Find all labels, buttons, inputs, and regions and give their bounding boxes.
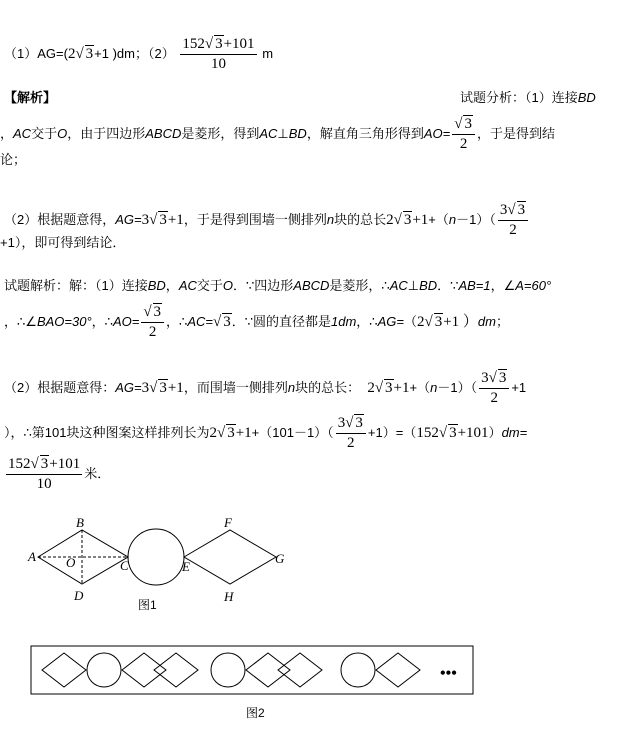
rhombus-efgh	[184, 530, 276, 584]
answer-unit: m	[262, 45, 274, 61]
solution-line2: ，∴∠BAO=30°，∴AO= $\frac{√ 3}{2}$ ，∴AC=√ 3．∵圆的直径都是1dm，∴AG=（2√ 3+1 ）dm；	[4, 304, 509, 340]
analysis-line5: +1），即可得到结论．	[0, 235, 126, 250]
wall-frame	[31, 646, 473, 694]
label-f: F	[224, 515, 232, 530]
analysis-intro: 试题分析：（1）连接BD	[460, 90, 596, 105]
figure-2-caption: 图2	[246, 706, 265, 720]
label-e: E	[182, 559, 190, 574]
label-c: C	[120, 558, 129, 573]
solution-line4: ），∴第101块这种图案这样排列长为2√ 3+1+（101－1）（ $\frac{3√ 3}{2}$ +1）=（152√ 3+101）dm=	[4, 415, 528, 451]
solution-line3: （2）根据题意得：AG=3√ 3+1，而围墙一侧排列n块的总长： 2√ 3+1+（n－1）（ $\frac{3√ 3}{2}$ +1	[4, 370, 527, 406]
figure-2	[30, 645, 480, 697]
answer-coef: 2	[67, 45, 76, 62]
analysis-line4: （2）根据题意得，AG=3√ 3+1，于是得到围墙一侧排列n块的总长2√ 3+1+（n－1）（ $\frac{3√ 3}{2}$	[4, 202, 530, 239]
label-d: D	[74, 588, 84, 603]
label-a: A	[28, 549, 36, 564]
sqrt-3: √ 3	[75, 45, 94, 62]
circle	[128, 529, 184, 585]
analysis-line3: 论；	[0, 152, 27, 167]
label-h: H	[224, 589, 234, 604]
solution-line5: $\frac{152√ 3+101}{10}$ 米．	[8, 456, 111, 492]
analysis-heading: 【解析】	[4, 90, 57, 105]
label-o: O	[66, 555, 76, 570]
answer-part1-end: +1 )dm；（2）	[94, 45, 175, 61]
continuation-dots: •••	[440, 665, 457, 682]
label-b: B	[76, 515, 84, 530]
answer-line	[4, 36, 273, 73]
label-g: G	[275, 551, 285, 566]
analysis-line2: ，AC交于O，由于四边形ABCD是菱形，得到AC⊥BD，解直角三角形得到AO= $\frac{√ 3}{2}$ ，于是得到结	[0, 116, 555, 152]
figure-1	[20, 515, 300, 615]
answer-part1: （1）AG=(	[4, 45, 68, 61]
answer-fraction: $\frac{152√ 3+101}{10}$	[182, 36, 255, 72]
solution-line1: 试题解析：解：（1）连接BD，AC交于O．∵四边形ABCD是菱形，∴AC⊥BD．∵AB=1，∠A=60°	[4, 278, 552, 293]
figure-1-caption: 图1	[138, 598, 157, 612]
